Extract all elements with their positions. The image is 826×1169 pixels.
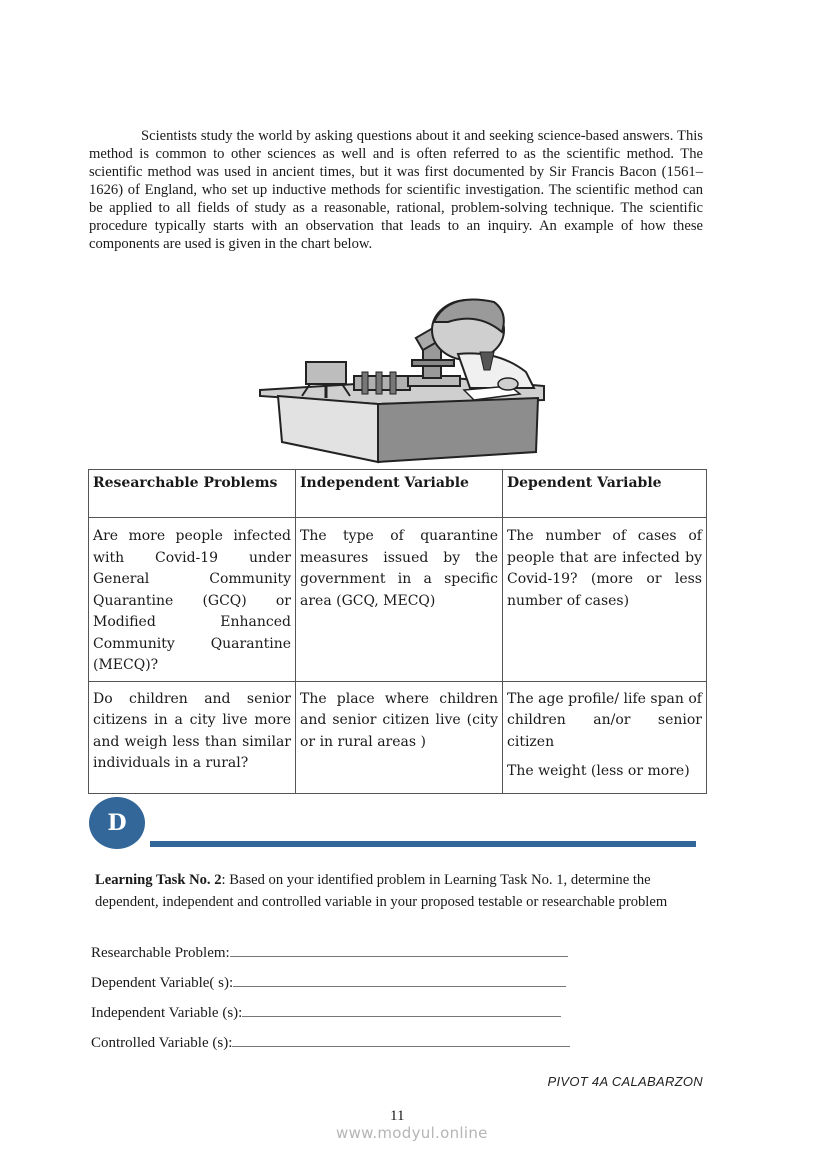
- field-label: Controlled Variable (s):: [91, 1035, 233, 1051]
- section-divider: [150, 841, 696, 847]
- table-row: [89, 518, 707, 682]
- answer-blank[interactable]: [233, 972, 566, 987]
- cell-dependent: [503, 681, 707, 793]
- intro-text: Scientists study the world by asking questions about it and seeking science-based answers. This method is common to other sciences as well and is often referred to as the scientific method. The scientific method was used in ancient times, but it was first documented by Sir Francis Bacon (1561–1626) of England, who set up inductive methods for scientific investigation. The scientific method can be applied to all fields of study as a reasonable, rational, problem-solving technique. The scientific procedure typically starts with an observation that leads to an inquiry. An example of how these components are used is given in the chart below.: [89, 128, 703, 252]
- field-researchable-problem[interactable]: [91, 942, 568, 962]
- task-body: : Based on your identified problem in Learning Task No. 1, determine the dependent, independent and controlled variable in your proposed testable or researchable problem: [95, 872, 668, 910]
- cell-problem: Do children and senior citizens in a city live more and weigh less than similar individuals in a rural?: [89, 681, 296, 793]
- answer-blank[interactable]: [232, 1032, 570, 1047]
- header-dependent-variable: Dependent Variable: [503, 470, 707, 518]
- header-researchable-problems: Researchable Problems: [89, 470, 296, 518]
- field-controlled-variable[interactable]: [91, 1032, 570, 1052]
- field-label: Dependent Variable( s):: [91, 975, 234, 991]
- watermark: www.modyul.online: [336, 1124, 488, 1142]
- cell-dependent-text: The age profile/ life span of children an/or senior citizen: [507, 690, 702, 750]
- section-letter: D: [107, 810, 127, 836]
- variables-table: [88, 469, 707, 794]
- field-independent-variable[interactable]: [91, 1002, 561, 1022]
- answer-blank[interactable]: [230, 942, 568, 957]
- task-title: Learning Task No. 2: [95, 872, 222, 888]
- cell-independent: The type of quarantine measures issued by the government in a specific area (GCQ, MECQ): [296, 518, 503, 682]
- field-dependent-variable[interactable]: [91, 972, 566, 992]
- page-number: 11: [390, 1108, 405, 1124]
- cell-independent: The place where children and senior citizen live (city or in rural areas ): [296, 681, 503, 793]
- learning-task-instructions: [95, 870, 695, 913]
- cell-problem: Are more people infected with Covid-19 under General Community Quarantine (GCQ) or Modified Enhanced Community Quarantine (MECQ)?: [89, 518, 296, 682]
- table-row: [89, 681, 707, 793]
- field-label: Researchable Problem:: [91, 945, 230, 961]
- cell-dependent: The number of cases of people that are infected by Covid-19? (more or less number of cases): [503, 518, 707, 682]
- scientist-with-microscope-icon: [258, 292, 548, 464]
- field-label: Independent Variable (s):: [91, 1005, 243, 1021]
- header-independent-variable: Independent Variable: [296, 470, 503, 518]
- section-badge: [89, 797, 145, 849]
- cell-dependent-extra: The weight (less or more): [507, 763, 690, 779]
- footer-brand: PIVOT 4A CALABARZON: [547, 1074, 703, 1089]
- answer-blank[interactable]: [242, 1002, 561, 1017]
- intro-paragraph: [89, 127, 703, 253]
- table-header-row: [89, 470, 707, 518]
